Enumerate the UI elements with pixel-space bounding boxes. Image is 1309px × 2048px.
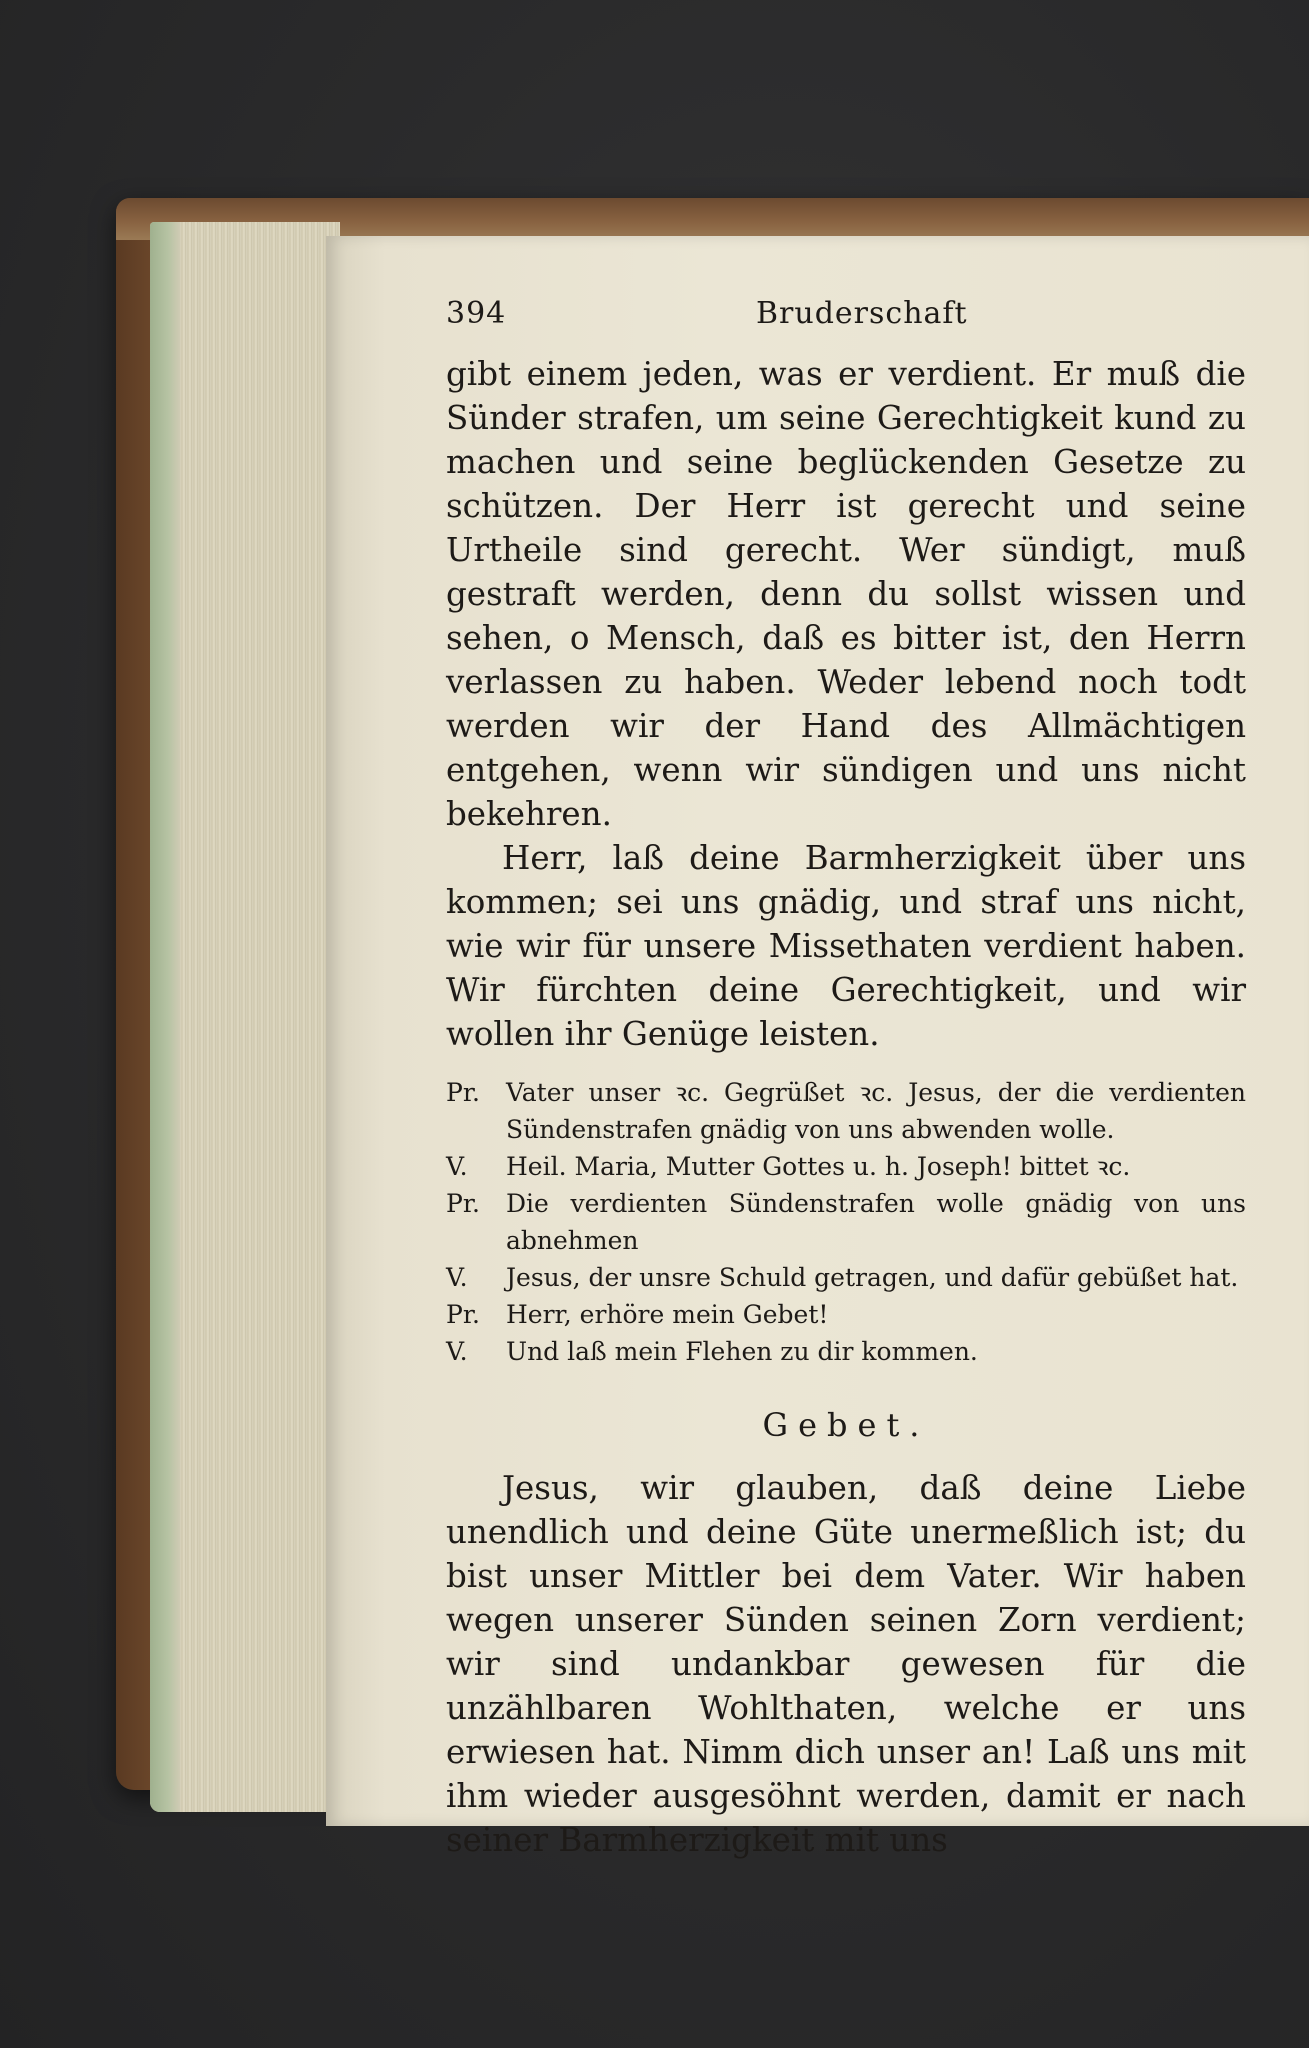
litany-speaker: V. — [446, 1263, 468, 1292]
litany-speaker: Pr. — [446, 1078, 480, 1107]
litany-line — [446, 1074, 1246, 1148]
litany-line — [446, 1148, 1246, 1185]
paragraph-1: gibt einem jeden, was er verdient. Er muß die Sünder strafen, um seine Gerechtigkeit kund zu machen und seine beglückenden Gesetze zu schützen. Der Herr ist gerecht und seine Urtheile sind gerecht. Wer sündigt, muß gestraft werden, denn du sollst wissen und sehen, o Mensch, daß es bitter ist, den Herrn verlassen zu haben. Weder lebend noch todt werden wir der Hand des Allmächtigen entgehen, wenn wir sündigen und uns nicht bekehren. — [446, 355, 1246, 833]
paragraph-2: Herr, laß deine Barmherzigkeit über uns kommen; sei uns gnädig, und straf uns nicht, wie wir für unsere Missethaten verdient haben. Wir fürchten deine Gerechtigkeit, und wir wollen ihr Genüge leisten. — [446, 839, 1246, 1053]
litany-line — [446, 1296, 1246, 1333]
litany-line — [446, 1333, 1246, 1370]
page-number: 394 — [446, 296, 507, 331]
litany-text: Vater unser ꝛc. Gegrüßet ꝛc. Jesus, der die verdienten Sündenstrafen gnädig von uns abwenden wolle. — [506, 1078, 1246, 1144]
litany-text: Und laß mein Flehen zu dir kommen. — [506, 1337, 978, 1366]
running-head: Bruderschaft — [756, 296, 968, 331]
litany-text: Die verdienten Sündenstrafen wolle gnädig von uns abnehmen — [506, 1189, 1246, 1255]
page-edges-tint — [150, 222, 180, 1812]
litany-speaker: Pr. — [446, 1189, 480, 1218]
prayer-title: Gebet. — [762, 1406, 930, 1444]
litany-line — [446, 1185, 1246, 1259]
litany-speaker: V. — [446, 1337, 468, 1366]
page-content — [446, 296, 1246, 1862]
litany-line — [446, 1259, 1246, 1296]
litany-speaker: Pr. — [446, 1300, 480, 1329]
litany-text: Herr, erhöre mein Gebet! — [506, 1300, 829, 1329]
litany — [446, 1074, 1246, 1370]
page-header — [446, 296, 1246, 340]
litany-text: Heil. Maria, Mutter Gottes u. h. Joseph! bittet ꝛc. — [506, 1152, 1131, 1181]
prayer-text: Jesus, wir glauben, daß deine Liebe unendlich und deine Güte unermeßlich ist; du bist unser Mittler bei dem Vater. Wir haben wegen unserer Sünden seinen Zorn verdient; wir sind undankbar gewesen für die unzählbaren Wohlthaten, welche er uns erwiesen hat. Nimm dich unser an! Laß uns mit ihm wieder ausgesöhnt werden, damit er nach seiner Barmherzigkeit mit uns — [446, 1469, 1246, 1859]
litany-speaker: V. — [446, 1152, 468, 1181]
litany-text: Jesus, der unsre Schuld getragen, und dafür gebüßet hat. — [506, 1263, 1239, 1292]
